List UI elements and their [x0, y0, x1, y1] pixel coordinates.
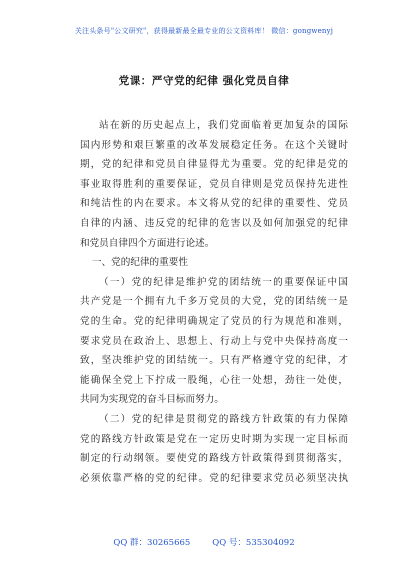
paragraph-line: 和党员自律四个方面进行论述。: [80, 237, 215, 249]
paragraph-line: （二）党的纪律是贯彻党的路线方针政策的有力保障: [99, 413, 348, 425]
paragraph-line: 能确保全党上下拧成一股绳，心往一处想，劲往一处使，: [80, 374, 348, 386]
paragraph-line: 要求党员在政治上、思想上、行动上与党中央保持高度一: [80, 335, 348, 347]
paragraph-line: 站在新的历史起点上，我们党面临着更加复杂的国际: [99, 120, 348, 131]
paragraph-line: 事业取得胜利的重要保证，党员自律则是党员保持先进性: [80, 178, 348, 190]
paragraph-line: 致，坚决维护党的团结统一。只有严格遵守党的纪律，才: [80, 355, 348, 367]
paragraph-line: 制定的行动纲领。要使党的路线方针政策得到贯彻落实，: [80, 453, 348, 465]
paragraph-line: 党的生命。党的纪律明确规定了党员的行为规范和准则，: [80, 315, 348, 327]
document-body: [80, 116, 348, 488]
paragraph-line: 党的路线方针政策是党在一定历史时期为实现一定目标而: [80, 433, 348, 445]
paragraph-line: 共产党是一个拥有九千多万党员的大党，党的团结统一是: [80, 296, 348, 308]
document-title: 党课：严守党的纪律 强化党员自律: [118, 75, 290, 87]
qq-number-text: QQ 号：535304092: [212, 538, 295, 548]
qq-group-text: QQ 群：30265665: [113, 538, 191, 548]
paragraph-line: 自律的内涵、违反党的纪律的危害以及如何加强党的纪律: [80, 217, 348, 229]
promo-banner[interactable]: 关注头条号"公文研究"，获得最新最全最专业的公文资料库！ 微信：gongwenyj: [74, 27, 334, 35]
footer-contact: [0, 536, 408, 548]
paragraph-line: 和纯洁性的内在要求。本文将从党的纪律的重要性、党员: [80, 198, 348, 210]
paragraph-line: 共同为实现党的奋斗目标而努力。: [80, 394, 224, 406]
section-heading: 一、党的纪律的重要性: [92, 257, 188, 269]
paragraph-line: 期，党的纪律和党员自律显得尤为重要。党的纪律是党的: [80, 159, 348, 171]
paragraph-line: 必须依靠严格的党的纪律。党的纪律要求党员必须坚决执: [80, 472, 348, 484]
paragraph-line: （一）党的纪律是维护党的团结统一的重要保证中国: [99, 276, 348, 288]
paragraph-line: 国内形势和艰巨繁重的改革发展稳定任务。在这个关键时: [80, 139, 348, 151]
